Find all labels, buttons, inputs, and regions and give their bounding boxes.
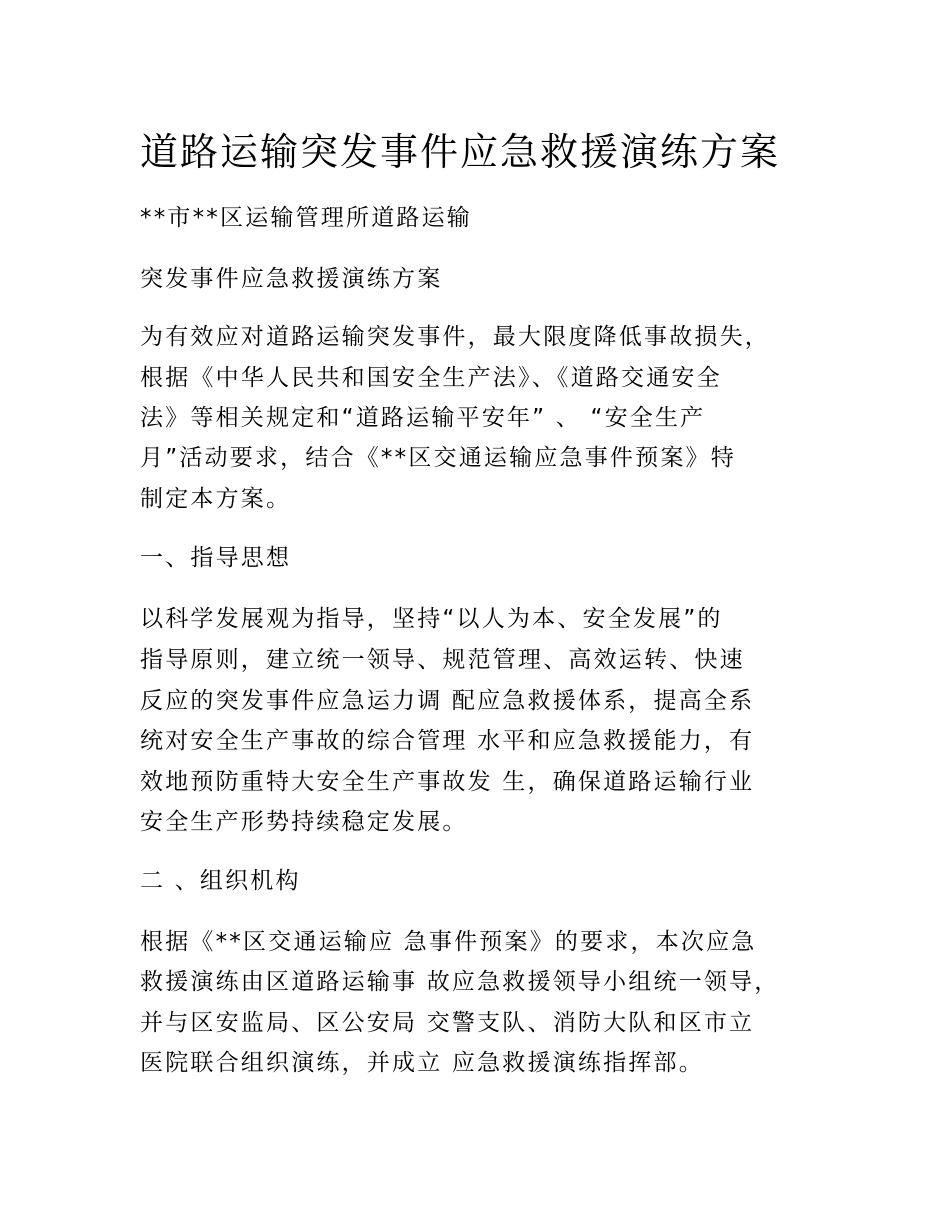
intro-line-3: 法》等相关规定和“道路运输平安年” 、 “安全生产 — [140, 405, 706, 431]
section-1-line-1: 以科学发展观为指导，坚持“以人为本、安全发展”的 — [140, 606, 723, 632]
intro-line-5: 制定本方案。 — [140, 486, 292, 512]
section-2-line-2: 救援演练由区道路运输事 故应急救援领导小组统一领导， — [140, 969, 780, 995]
section-1-line-4: 统对安全生产事故的综合管理 水平和应急救援能力，有 — [140, 728, 755, 754]
intro-line-4: 月”活动要求，结合《**区交通运输应急事件预案》特 — [140, 445, 736, 471]
section-2-line-4: 医院联合组织演练，并成立 应急救援演练指挥部。 — [140, 1050, 704, 1076]
section-1-heading: 一、指导思想 — [140, 545, 292, 571]
intro-line-2: 根据《中华人民共和国安全生产法》、《道路交通安全 — [140, 365, 722, 391]
subtitle-line-1: **市**区运输管理所道路运输 — [140, 205, 472, 231]
section-1-line-6: 安全生产形势持续稳定发展。 — [140, 809, 468, 835]
section-2-heading: 二 、组织机构 — [140, 868, 301, 894]
section-1-line-3: 反应的突发事件应急运力调 配应急救援体系，提高全系 — [140, 688, 755, 714]
section-1-line-5: 效地预防重特大安全生产事故发 生，确保道路运输行业 — [140, 769, 755, 795]
subtitle-line-2: 突发事件应急救援演练方案 — [140, 266, 443, 292]
section-1-line-2: 指导原则，建立统一领导、规范管理、高效运转、快速 — [140, 647, 745, 673]
intro-line-1: 为有效应对道路运输突发事件，最大限度降低事故损失， — [140, 324, 770, 350]
document-title: 道路运输突发事件应急救援演练方案 — [140, 130, 781, 174]
section-2-line-1: 根据《**区交通运输应 急事件预案》的要求，本次应急 — [140, 929, 757, 955]
section-2-line-3: 并与区安监局、区公安局 交警支队、消防大队和区市立 — [140, 1010, 755, 1036]
